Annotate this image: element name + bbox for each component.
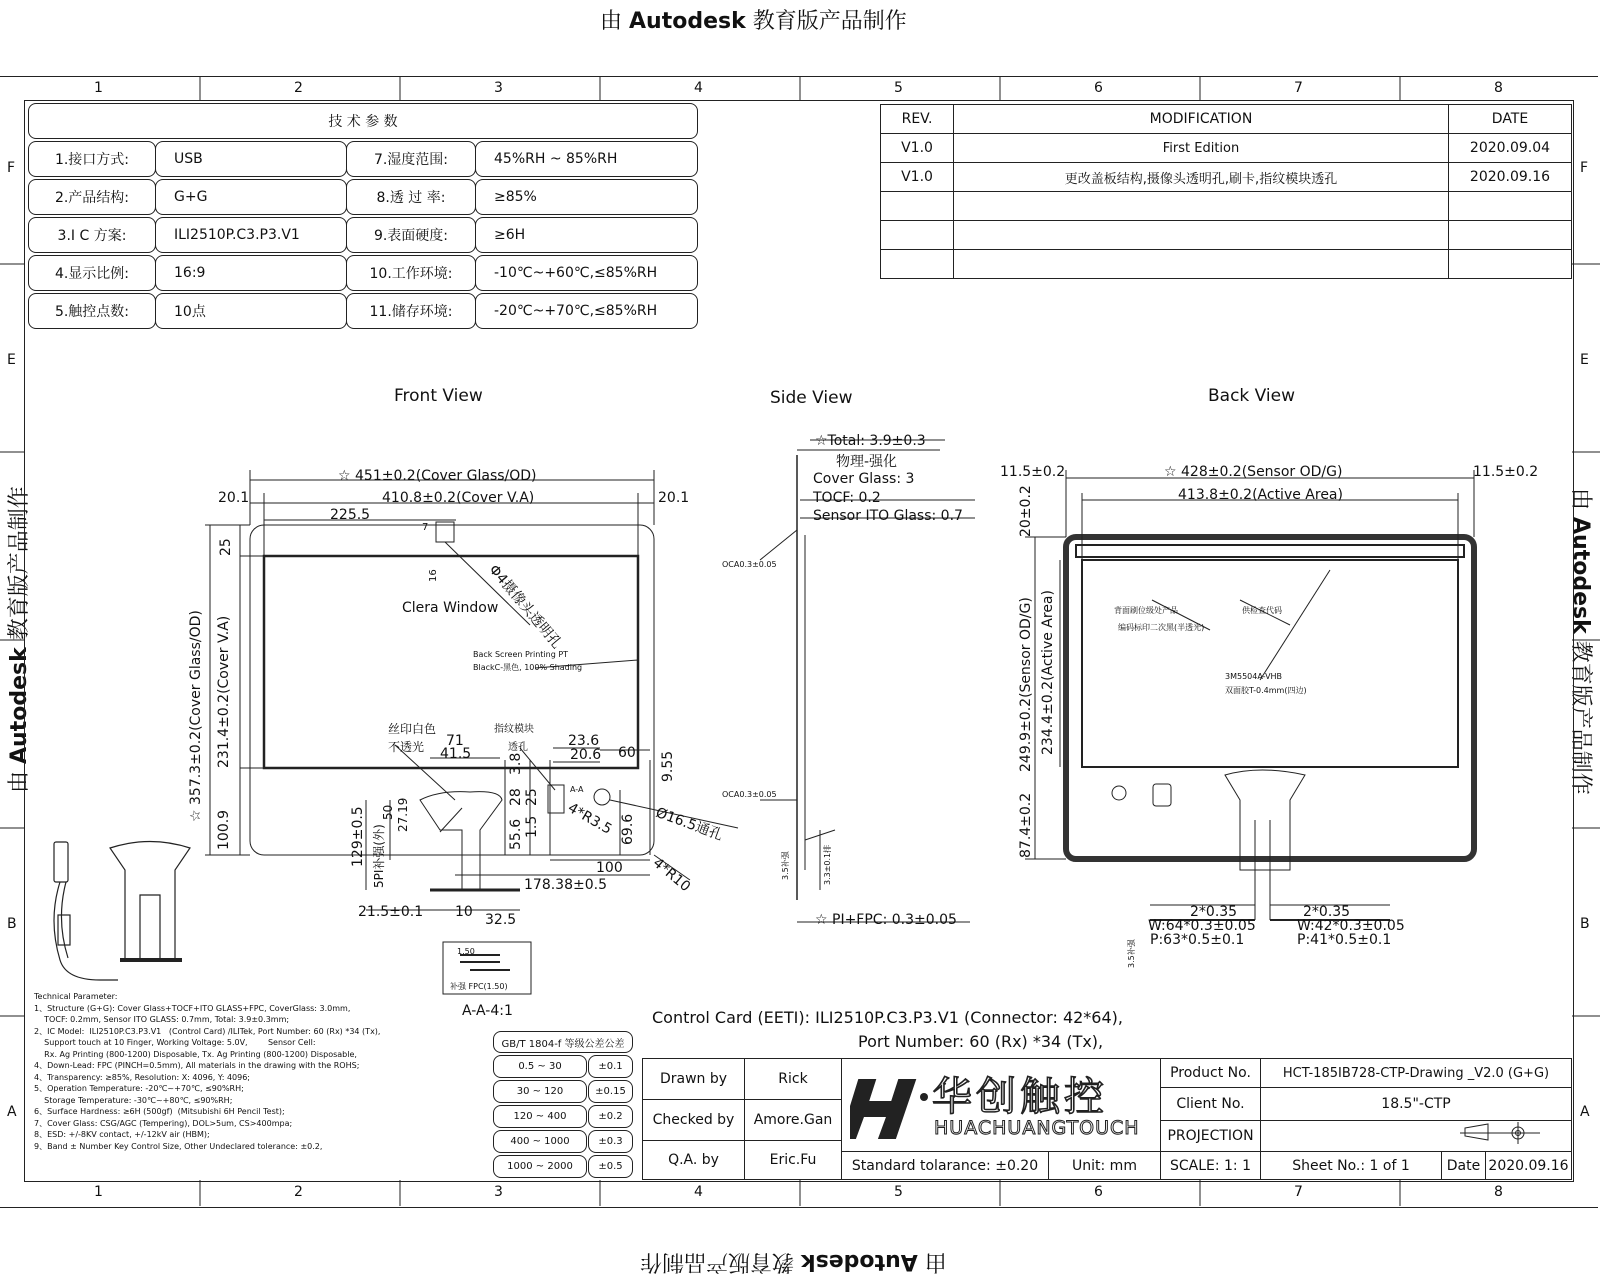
dim-cover-od: ☆ 451±0.2(Cover Glass/OD) <box>338 468 537 484</box>
dim-100: 100 <box>596 860 623 876</box>
modification-cell: 更改盖板结构,摄像头透明孔,刷卡,指纹模块透孔 <box>953 162 1449 192</box>
back-margin-left: 11.5±0.2 <box>1000 464 1066 480</box>
col-label: 8 <box>1494 80 1503 96</box>
modification-header: MODIFICATION <box>953 104 1449 134</box>
row-label: F <box>1580 160 1589 176</box>
watermark-suffix: 教育版产品制作 <box>752 9 907 34</box>
tolerance-range: 400 ~ 1000 <box>493 1130 587 1153</box>
side-total: ☆Total: 3.9±0.3 <box>815 433 926 449</box>
spec-key: 3.I C 方案: <box>28 217 156 253</box>
tolerance-value: ±0.3 <box>588 1130 633 1153</box>
col-label: 1 <box>94 80 103 96</box>
dim-55-6: 55.6 <box>508 818 524 850</box>
side-fpc: ☆ PI+FPC: 0.3±0.05 <box>815 912 957 928</box>
spec-title: 技 术 参 数 <box>28 103 698 139</box>
tolerance-range: 1000 ~ 2000 <box>493 1155 587 1178</box>
side-tail-2: 3.3±0.1排 <box>823 844 832 885</box>
tolerance-range: 30 ~ 120 <box>493 1080 587 1103</box>
col-label: 4 <box>694 1184 703 1200</box>
back-sensor-vertical: 249.9±0.2(Sensor OD/G) <box>1018 597 1034 772</box>
section-marker: A-A <box>570 785 584 794</box>
dim-41-5: 41.5 <box>440 746 472 762</box>
dim-28: 28 <box>508 788 524 806</box>
spec-value: 10点 <box>155 293 347 329</box>
date-header: DATE <box>1448 104 1572 134</box>
watermark-prefix: 由 <box>7 770 32 793</box>
spec-value: ILI2510P.C3.P3.V1 <box>155 217 347 253</box>
spec-value: -20℃~+70℃,≤85%RH <box>475 293 698 329</box>
back-active-vertical: 234.4±0.2(Active Area) <box>1040 590 1056 755</box>
tech-line: Storage Temperature: -30℃~+80℃, ≤90%RH; <box>34 1095 233 1105</box>
dim-71: 71 <box>446 733 464 749</box>
control-card-line-1: Control Card (EETI): ILI2510P.C3.P3.V1 (Connector: 42*64), <box>652 1008 1123 1027</box>
print-label: Back Screen Printing PT <box>473 650 569 659</box>
dim-3-8: 3.8 <box>508 752 524 775</box>
silk-label: 丝印白色 <box>388 722 437 736</box>
dim-cover-va: 410.8±0.2(Cover V.A) <box>382 490 535 506</box>
col-label: 7 <box>1294 1184 1303 1200</box>
tech-line: 7、Cover Glass: CSG/AGC (Tempering), DOL>5um, CS>400mpa; <box>34 1118 293 1128</box>
spec-key: 10.工作环境: <box>346 255 476 291</box>
dim-cover-va-vertical: 231.4±0.2(Cover V.A) <box>216 615 232 768</box>
back-left-235: 2*0.35 <box>1190 904 1238 920</box>
dim-left-margin: 20.1 <box>218 490 250 506</box>
back-sensor-od: ☆ 428±0.2(Sensor OD/G) <box>1164 464 1343 480</box>
back-right-p: P:41*0.5±0.1 <box>1297 932 1392 948</box>
tech-line: 5、Operation Temperature: -20℃~+70℃, ≤90%RH; <box>34 1084 244 1093</box>
tech-line: Support touch at 10 Finger, Working Voltage: 5.0V, Sensor Cell: <box>34 1038 316 1047</box>
dim-23-6: 23.6 <box>568 733 600 749</box>
back-tape-1: 3M5504A-VHB <box>1225 672 1283 681</box>
dim-9-55: 9.55 <box>660 750 676 782</box>
watermark-brand: Autodesk <box>801 1249 918 1274</box>
radius-10: 4*R10 <box>649 855 694 896</box>
side-ito: Sensor ITO Glass: 0.7 <box>813 508 963 524</box>
col-label: 6 <box>1094 80 1103 96</box>
watermark-prefix: 由 <box>924 1249 947 1274</box>
silk-label-2: 不透光 <box>388 740 425 754</box>
watermark-brand: Autodesk <box>1568 517 1593 634</box>
qa-by-value: Eric.Fu <box>744 1140 842 1180</box>
logo-english: HUACHUANGTOUCH <box>934 1117 1140 1139</box>
row-label: E <box>7 352 16 368</box>
client-no-label: Client No. <box>1160 1087 1261 1121</box>
dim-cover-od-vertical: ☆ 357.3±0.2(Cover Glass/OD) <box>188 610 204 822</box>
section-label: A-A-4:1 <box>462 1003 513 1019</box>
tech-line: TOCF: 0.2mm, Sensor ITO GLASS: 0.7mm, Total: 3.9±0.3mm; <box>34 1015 290 1024</box>
unit: Unit: mm <box>1048 1151 1161 1180</box>
col-label: 1 <box>94 1184 103 1200</box>
back-right-w: W:42*0.3±0.05 <box>1297 918 1405 934</box>
dim-21-5: 21.5±0.1 <box>358 904 424 920</box>
dim-25b: 25 <box>524 788 540 806</box>
date-cell: 2020.09.16 <box>1448 162 1572 192</box>
back-sensor-outline <box>1066 537 1474 859</box>
back-left-w: W:64*0.3±0.05 <box>1148 918 1256 934</box>
back-right-235: 2*0.35 <box>1303 904 1351 920</box>
checked-by-value: Amore.Gan <box>744 1099 842 1141</box>
dim-50: 50 <box>381 804 395 820</box>
modification-cell: First Edition <box>953 133 1449 163</box>
section-note: 补强 FPC(1.50) <box>450 982 508 991</box>
dim-7: 7 <box>422 522 429 533</box>
watermark-suffix: 教育版产品制作 <box>640 1249 795 1274</box>
watermark-suffix: 教育版产品制作 <box>1568 640 1593 795</box>
rev-header: REV. <box>880 104 954 134</box>
dim-32-5: 32.5 <box>485 912 517 928</box>
dim-100-9: 100.9 <box>216 809 232 850</box>
back-dim-3-5: 3.5补强 <box>1127 939 1136 968</box>
drawn-by-value: Rick <box>744 1058 842 1100</box>
section-dim: 1.50 <box>457 947 475 956</box>
spec-value: -10℃~+60℃,≤85%RH <box>475 255 698 291</box>
qa-by-label: Q.A. by <box>642 1140 745 1180</box>
projection-label: PROJECTION <box>1160 1120 1261 1152</box>
tech-line: Rx. Ag Printing (800-1200) Disposable, Tx. Ag Printing (800-1200) Disposable, <box>34 1049 357 1059</box>
date-cell: 2020.09.04 <box>1448 133 1572 163</box>
spec-key: 4.显示比例: <box>28 255 156 291</box>
usb-cable <box>54 842 190 981</box>
front-view-title: Front View <box>394 386 483 406</box>
tolerance-range: 120 ~ 400 <box>493 1105 587 1128</box>
sheet-no: Sheet No.: 1 of 1 <box>1260 1151 1442 1180</box>
tolerance-value: ±0.5 <box>588 1155 633 1178</box>
spec-value: 45%RH ~ 85%RH <box>475 141 698 177</box>
row-label: A <box>1580 1104 1590 1120</box>
tech-line: 4、Down-Lead: FPC (PINCH=0.5mm), All materials in the drawing with the ROHS; <box>34 1061 360 1070</box>
front-cover-glass <box>250 525 654 855</box>
dim-10: 10 <box>455 904 473 920</box>
camera-hole-label: Φ4摄像头透明孔 <box>485 561 565 652</box>
side-phys: 物理-强化 <box>836 454 898 470</box>
tolerance-value: ±0.2 <box>588 1105 633 1128</box>
tech-line: 9、Band ± Number Key Control Size, Other Undeclared tolerance: ±0.2, <box>34 1141 323 1151</box>
back-active-area: 413.8±0.2(Active Area) <box>1178 487 1343 503</box>
date-value: 2020.09.16 <box>1485 1151 1572 1180</box>
dim-27-19: 27.19 <box>396 797 410 832</box>
spec-value: ≥85% <box>475 179 698 215</box>
print-shade-label: BlackC-黑色, 100% Shading <box>473 663 583 672</box>
side-oca-2: OCA0.3±0.05 <box>722 790 777 799</box>
date-label: Date <box>1441 1151 1486 1180</box>
watermark-suffix: 教育版产品制作 <box>7 486 32 641</box>
dim-16: 16 <box>428 569 439 582</box>
row-label: A <box>7 1104 17 1120</box>
tolerance-value: ±0.1 <box>588 1055 633 1078</box>
spec-key: 1.接口方式: <box>28 141 156 177</box>
col-label: 5 <box>894 80 903 96</box>
product-no-value: HCT-185IB728-CTP-Drawing _V2.0 (G+G) <box>1260 1058 1572 1088</box>
spec-value: G+G <box>155 179 347 215</box>
finger-label-2: 透孔 <box>508 742 528 753</box>
dim-1-5: 1.5 <box>524 815 540 838</box>
control-card-line-2: Port Number: 60 (Rx) *34 (Tx), <box>858 1032 1104 1051</box>
dim-right-margin: 20.1 <box>658 490 690 506</box>
radius-3-5: 4*R3.5 <box>565 800 615 838</box>
side-oca-1: OCA0.3±0.05 <box>722 560 777 569</box>
row-label: F <box>7 160 16 176</box>
technical-parameters <box>34 991 504 1152</box>
col-label: 2 <box>294 80 303 96</box>
drawn-by-label: Drawn by <box>642 1058 745 1100</box>
row-label: B <box>7 916 17 932</box>
watermark-brand: Autodesk <box>629 9 746 34</box>
dim-60: 60 <box>618 745 636 761</box>
spec-key: 8.透 过 率: <box>346 179 476 215</box>
watermark-prefix: 由 <box>600 9 623 34</box>
checked-by-label: Checked by <box>642 1099 745 1141</box>
back-note-2: 供检查代码 <box>1242 606 1282 615</box>
back-dim-20: 20±0.2 <box>1018 485 1034 537</box>
spec-value: USB <box>155 141 347 177</box>
logo-cell <box>841 1058 1161 1152</box>
tolerance-range: 0.5 ~ 30 <box>493 1055 587 1078</box>
tolerance-title: GB/T 1804-f 等级公差公差 <box>493 1031 633 1053</box>
logo-mark-icon <box>850 1067 930 1147</box>
tolerance-value: ±0.15 <box>588 1080 633 1103</box>
back-view-title: Back View <box>1208 386 1296 406</box>
watermark-prefix: 由 <box>1568 488 1593 511</box>
dim-5pi: 5PI补强(外) <box>372 824 386 888</box>
client-no-value: 18.5"-CTP <box>1260 1087 1572 1121</box>
tech-line: 8、ESD: +/-8KV contact, +/-12kV air (HBM); <box>34 1130 210 1139</box>
rev-cell: V1.0 <box>880 133 954 163</box>
rev-cell: V1.0 <box>880 162 954 192</box>
col-label: 4 <box>694 80 703 96</box>
back-margin-right: 11.5±0.2 <box>1473 464 1539 480</box>
side-tocf: TOCF: 0.2 <box>813 490 881 506</box>
col-label: 5 <box>894 1184 903 1200</box>
spec-key: 7.湿度范围: <box>346 141 476 177</box>
tech-line: 2、IC Model: ILI2510P.C3.P3.V1 (Control Card) /ILITek, Port Number: 60 (Rx) *34 (Tx), <box>34 1026 381 1036</box>
col-label: 2 <box>294 1184 303 1200</box>
spec-key: 11.储存环境: <box>346 293 476 329</box>
spec-value: ≥6H <box>475 217 698 253</box>
col-label: 6 <box>1094 1184 1103 1200</box>
back-left-p: P:63*0.5±0.1 <box>1150 932 1245 948</box>
spec-key: 2.产品结构: <box>28 179 156 215</box>
col-label: 7 <box>1294 80 1303 96</box>
dim-20-6: 20.6 <box>570 747 602 763</box>
dim-129: 129±0.5 <box>350 806 366 867</box>
dim-178-38: 178.38±0.5 <box>524 877 607 893</box>
col-label: 8 <box>1494 1184 1503 1200</box>
dim-69-6: 69.6 <box>620 813 636 845</box>
tech-line: 4、Transparency: ≥85%, Resolution: X: 4096, Y: 4096; <box>34 1072 250 1082</box>
row-label: E <box>1580 352 1589 368</box>
col-label: 3 <box>494 1184 503 1200</box>
finger-label: 指纹模块 <box>494 724 534 735</box>
tech-title: Technical Parameter: <box>34 992 118 1001</box>
back-dim-87-4: 87.4±0.2 <box>1018 792 1034 858</box>
back-note-3: 编码标印二次黑(半透光) <box>1118 623 1205 632</box>
product-no-label: Product No. <box>1160 1058 1261 1088</box>
logo-chinese: 华创触控 <box>932 1074 1108 1120</box>
standard-tolerance: Standard tolarance: ±0.20 <box>841 1151 1049 1180</box>
dim-25: 25 <box>218 538 234 556</box>
back-tape-2: 双面胶T-0.4mm(四边) <box>1225 686 1307 695</box>
dim-225: 225.5 <box>330 507 371 523</box>
clear-window-label: Clera Window <box>402 600 499 616</box>
row-label: B <box>1580 916 1590 932</box>
back-note-1: 背面刷位级处产品 <box>1114 606 1178 615</box>
tech-line: 6、Surface Hardness: ≥6H (500gf) (Mitsubishi 6H Pencil Test); <box>34 1107 285 1116</box>
watermark-brand: Autodesk <box>7 647 32 764</box>
side-tail-1: 3.5补强 <box>781 851 790 880</box>
projection-value <box>1260 1120 1572 1152</box>
scale: SCALE: 1: 1 <box>1160 1151 1261 1180</box>
col-label: 3 <box>494 80 503 96</box>
side-cover-glass: Cover Glass: 3 <box>813 471 915 487</box>
tech-line: 1、Structure (G+G): Cover Glass+TOCF+ITO GLASS+FPC, CoverGlass: 3.0mm, <box>34 1003 351 1013</box>
side-view-title: Side View <box>770 388 853 408</box>
hole-16-5: Ø16.5通孔 <box>653 804 725 844</box>
spec-key: 9.表面硬度: <box>346 217 476 253</box>
spec-value: 16:9 <box>155 255 347 291</box>
spec-key: 5.触控点数: <box>28 293 156 329</box>
